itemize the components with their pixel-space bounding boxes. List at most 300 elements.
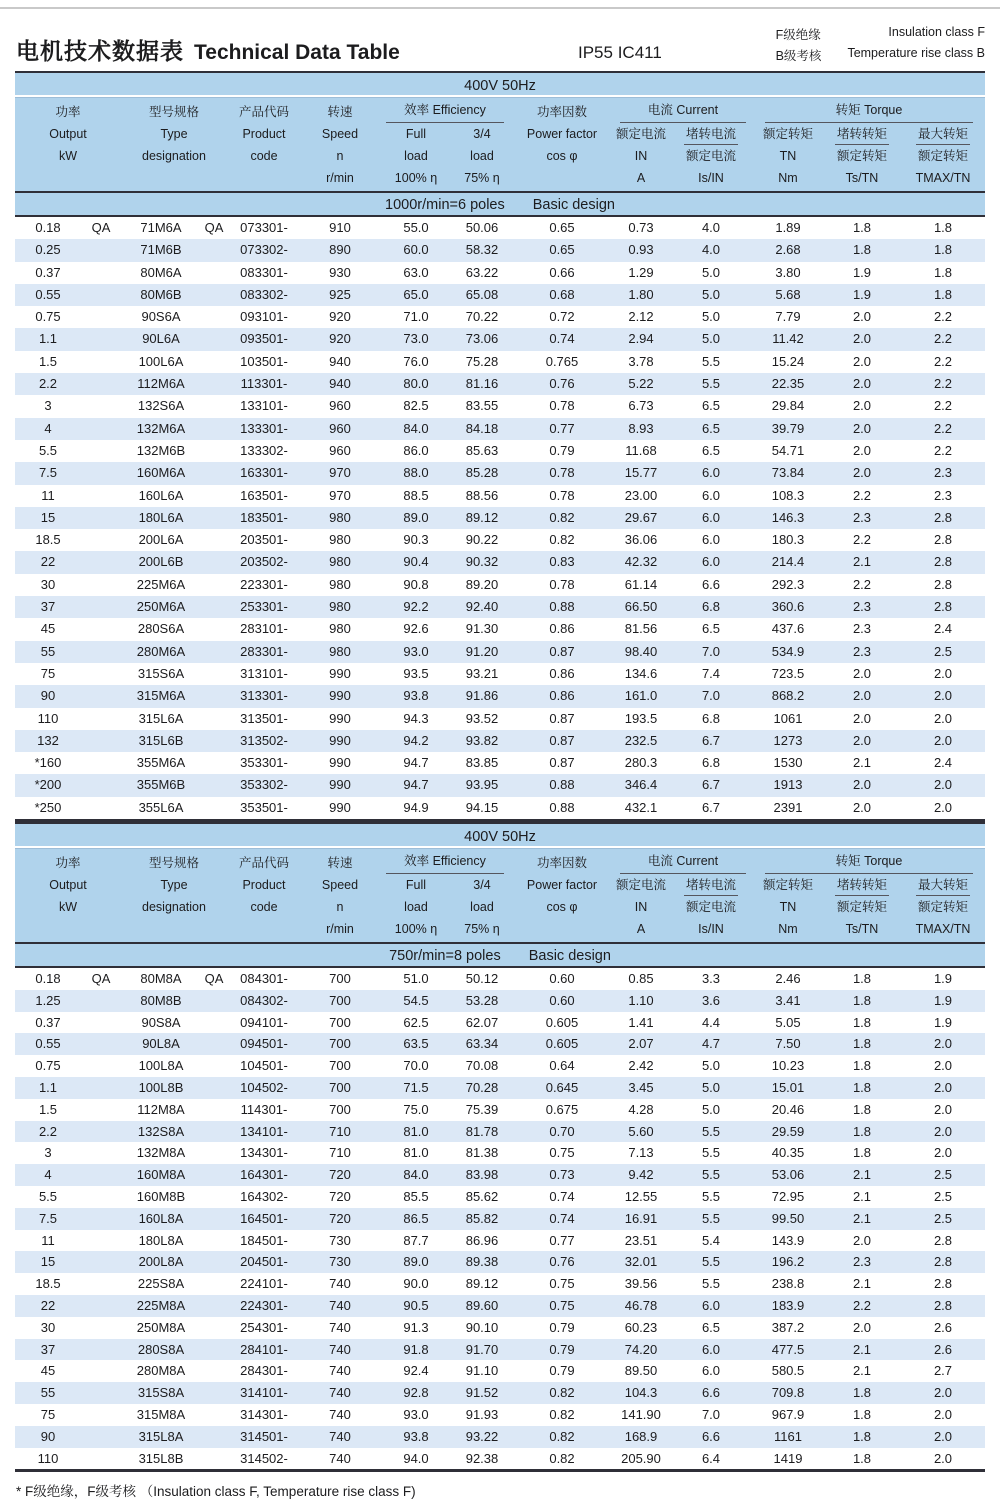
cell-pf: 0.79 — [549, 442, 575, 458]
cell-pf: 0.72 — [549, 309, 575, 325]
cell-tn: 238.8 — [771, 1276, 805, 1292]
cell-pf: 0.75 — [549, 1145, 575, 1161]
cell-is_in: 5.0 — [701, 1080, 721, 1095]
cell-is_in: 5.5 — [701, 1188, 721, 1204]
cell-in_a: 39.56 — [624, 1276, 658, 1292]
cell-tmax_tn: 2.0 — [933, 1145, 953, 1161]
cell-type: 80M8A — [140, 971, 182, 987]
cell-code: 094501- — [240, 1036, 288, 1052]
cell-speed: 700 — [329, 1058, 351, 1074]
cell-eff_full: 88.5 — [403, 487, 429, 503]
cell-tn: 2.46 — [775, 971, 801, 987]
cell-pf: 0.70 — [549, 1123, 575, 1139]
cell-tmax_tn: 2.0 — [933, 1385, 953, 1401]
cell-tmax_tn: 2.6 — [933, 1319, 953, 1335]
cell-pf: 0.645 — [545, 1080, 579, 1095]
col-group-current: 电流 Current 额定电流 IN A 堵转电流 额定电流 Is/IN — [613, 852, 753, 940]
cell-pf: 0.765 — [545, 353, 579, 369]
cell-eff_34: 53.28 — [465, 992, 499, 1008]
cell-in_a: 23.00 — [624, 487, 658, 503]
cell-tmax_tn: 2.0 — [933, 1058, 953, 1074]
cell-pf: 0.78 — [549, 465, 575, 481]
cell-tn: 477.5 — [771, 1341, 805, 1357]
cell-ts_tn: 1.8 — [852, 1036, 872, 1052]
cell-tmax_tn: 2.2 — [933, 398, 953, 414]
cell-eff_full: 92.2 — [403, 599, 429, 615]
cell-code: 284301- — [240, 1363, 288, 1379]
cell-qa1 — [81, 440, 121, 462]
cell-qa1 — [81, 641, 121, 663]
cell-is_in: 7.0 — [701, 643, 721, 659]
cell-is_in: 4.7 — [701, 1036, 721, 1052]
cell-eff_34: 75.28 — [465, 353, 499, 369]
cell-in_a: 2.12 — [628, 309, 654, 325]
cell-pf: 0.605 — [545, 1014, 579, 1030]
cell-qa1 — [81, 685, 121, 707]
cell-in_a: 0.73 — [628, 220, 654, 235]
cell-output: 11 — [41, 1232, 55, 1248]
cell-qa2 — [201, 574, 227, 596]
cell-type: 90L8A — [142, 1036, 180, 1052]
cell-speed: 740 — [329, 1276, 351, 1292]
cell-output: 110 — [37, 710, 59, 726]
table-row — [15, 1426, 985, 1448]
cell-eff_34: 70.08 — [465, 1058, 499, 1074]
cell-tmax_tn: 2.0 — [933, 1101, 953, 1117]
cell-code: 083302- — [240, 286, 288, 302]
cell-ts_tn: 1.8 — [852, 1385, 872, 1401]
cell-speed: 980 — [329, 532, 351, 548]
cell-in_a: 1.80 — [628, 286, 654, 302]
cell-eff_full: 87.7 — [403, 1232, 429, 1248]
cell-speed: 940 — [329, 376, 351, 392]
cell-eff_full: 63.0 — [403, 264, 429, 280]
cell-in_a: 12.55 — [624, 1188, 658, 1204]
cell-eff_34: 94.15 — [465, 799, 499, 815]
table-row — [15, 1295, 985, 1317]
cell-type: 200L6B — [138, 554, 184, 570]
table-column-header — [15, 97, 985, 193]
cell-is_in: 4.4 — [701, 1014, 721, 1030]
cell-code: 093501- — [240, 331, 288, 347]
cell-type: 355M6B — [136, 777, 186, 793]
cell-in_a: 16.91 — [624, 1210, 658, 1226]
cell-eff_full: 94.7 — [403, 755, 429, 771]
col-header-full-load: Full load 100% η — [394, 878, 438, 937]
cell-tmax_tn: 2.2 — [933, 353, 953, 369]
cell-is_in: 6.0 — [701, 1363, 721, 1379]
cell-tn: 5.68 — [775, 286, 801, 302]
table-row — [15, 797, 985, 819]
cell-eff_full: 93.8 — [403, 1428, 429, 1444]
cell-in_a: 15.77 — [624, 465, 658, 481]
cell-tmax_tn: 2.7 — [933, 1363, 953, 1379]
cell-qa1 — [81, 1295, 121, 1317]
cell-qa2 — [201, 618, 227, 640]
cell-qa2 — [201, 1055, 227, 1077]
footnote: * F级绝缘，F级考核 （Insulation class F, Temperature rise class F) — [16, 1484, 416, 1500]
cell-type: 160M8A — [136, 1167, 186, 1183]
cell-tn: 5.05 — [775, 1014, 801, 1030]
cell-ts_tn: 2.3 — [852, 621, 872, 637]
table-row — [15, 596, 985, 618]
cell-is_in: 5.5 — [701, 1167, 721, 1183]
cell-qa1 — [81, 485, 121, 507]
table-row — [15, 418, 985, 440]
table-body — [15, 217, 985, 819]
cell-qa2 — [201, 373, 227, 395]
cell-qa1 — [81, 730, 121, 752]
cell-tmax_tn: 2.5 — [933, 1188, 953, 1204]
cell-qa1 — [81, 1012, 121, 1034]
cell-code: 113301- — [240, 376, 288, 392]
cell-is_in: 6.5 — [701, 442, 721, 458]
cell-eff_full: 93.0 — [403, 1406, 429, 1422]
cell-eff_34: 91.70 — [465, 1341, 499, 1357]
cell-speed: 740 — [329, 1450, 351, 1466]
cell-type: 280S6A — [137, 621, 185, 637]
cell-eff_full: 91.8 — [403, 1341, 429, 1357]
cell-output: 75 — [40, 665, 56, 681]
cell-is_in: 5.0 — [701, 331, 721, 347]
cell-eff_34: 91.93 — [465, 1406, 499, 1422]
cell-output: 1.1 — [38, 331, 58, 347]
cell-output: 2.2 — [38, 376, 58, 392]
cell-output: 37 — [40, 599, 56, 615]
pole-band — [15, 193, 985, 217]
cell-tn: 39.79 — [771, 420, 805, 436]
cell-tn: 7.50 — [775, 1036, 801, 1052]
table-row — [15, 395, 985, 417]
cell-tmax_tn: 1.9 — [933, 1014, 953, 1030]
cell-eff_34: 91.10 — [465, 1363, 499, 1379]
cell-is_in: 6.0 — [701, 509, 721, 525]
cell-pf: 0.87 — [549, 755, 575, 771]
col-header-three-quarter-load: 3/4 load 75% η — [464, 127, 500, 185]
table-row — [15, 708, 985, 730]
cell-tmax_tn: 2.4 — [933, 755, 953, 771]
cell-ts_tn: 2.0 — [852, 732, 872, 748]
cell-is_in: 4.0 — [701, 242, 721, 258]
cell-ts_tn: 2.0 — [852, 777, 872, 793]
cell-tmax_tn: 2.0 — [933, 732, 953, 748]
cell-ts_tn: 2.1 — [852, 755, 872, 771]
cell-pf: 0.75 — [549, 1297, 575, 1313]
cell-qa2 — [201, 1295, 227, 1317]
cell-tmax_tn: 2.2 — [933, 309, 953, 325]
cell-eff_34: 92.38 — [465, 1450, 499, 1466]
cell-pf: 0.60 — [549, 971, 575, 987]
cell-tn: 15.01 — [771, 1080, 805, 1095]
cell-pf: 0.83 — [549, 554, 575, 570]
cell-tn: 709.8 — [771, 1385, 805, 1401]
cell-speed: 730 — [329, 1254, 351, 1270]
table-row — [15, 1099, 985, 1121]
table-row — [15, 306, 985, 328]
cell-tn: 108.3 — [771, 487, 805, 503]
col-header-type: 型号规格 Type designation — [142, 856, 206, 915]
table-row — [15, 1164, 985, 1186]
cell-eff_full: 90.3 — [403, 532, 429, 548]
cell-qa2 — [201, 485, 227, 507]
cell-eff_34: 70.28 — [465, 1080, 499, 1095]
cell-tmax_tn: 1.8 — [933, 220, 953, 235]
cell-eff_34: 93.95 — [465, 777, 499, 793]
cell-eff_full: 92.6 — [403, 621, 429, 637]
cell-eff_full: 71.0 — [403, 309, 429, 325]
table-row — [15, 730, 985, 752]
cell-speed: 990 — [329, 755, 351, 771]
cell-code: 114301- — [240, 1101, 288, 1117]
cell-is_in: 6.5 — [701, 621, 721, 637]
cell-qa1 — [81, 574, 121, 596]
cell-qa1: QA — [91, 220, 111, 235]
cell-qa1 — [81, 596, 121, 618]
cell-code: 133301- — [240, 420, 288, 436]
cell-qa1 — [81, 1230, 121, 1252]
ip-rating: IP55 IC411 — [578, 43, 662, 62]
cell-qa2 — [201, 262, 227, 284]
cell-pf: 0.86 — [549, 665, 575, 681]
cell-code: 314502- — [240, 1450, 288, 1466]
cell-qa1 — [81, 1448, 121, 1470]
cell-eff_full: 85.5 — [403, 1188, 429, 1204]
cell-speed: 740 — [329, 1406, 351, 1422]
col-header-power-factor: 功率因数 Power factor cos φ — [526, 105, 598, 163]
col-group-torque: 转矩 Torque 额定转矩 TN Nm 堵转转矩 额定转矩 Ts/TN 最大转矩 额定转矩 TMAX/TN — [753, 852, 985, 940]
cell-qa2 — [201, 663, 227, 685]
cell-type: 200L6A — [138, 532, 184, 548]
cell-in_a: 2.94 — [628, 331, 654, 347]
cell-speed: 990 — [329, 732, 351, 748]
cell-qa1 — [81, 551, 121, 573]
cell-in_a: 42.32 — [624, 554, 658, 570]
cell-is_in: 4.0 — [701, 220, 721, 235]
cell-type: 112M6A — [137, 376, 185, 392]
cell-qa1 — [81, 1426, 121, 1448]
cell-speed: 970 — [329, 487, 351, 503]
motor-table-6pole — [15, 71, 985, 822]
page-title — [16, 33, 400, 66]
cell-speed: 720 — [329, 1210, 351, 1226]
cell-qa2 — [201, 1426, 227, 1448]
cell-qa2 — [201, 1099, 227, 1121]
cell-qa2 — [201, 328, 227, 350]
cell-type: 315L8A — [138, 1428, 184, 1444]
cell-is_in: 6.6 — [701, 1385, 721, 1401]
cell-code: 284101- — [240, 1341, 288, 1357]
cell-tmax_tn: 2.0 — [933, 710, 953, 726]
cell-output: 30 — [40, 576, 56, 592]
cell-pf: 0.82 — [549, 532, 575, 548]
table-row — [15, 1251, 985, 1273]
cell-output: 7.5 — [38, 465, 58, 481]
cell-eff_full: 80.0 — [403, 376, 429, 392]
cell-pf: 0.88 — [549, 599, 575, 615]
col-header-three-quarter-load: 3/4 load 75% η — [464, 878, 500, 937]
cell-eff_34: 89.60 — [465, 1297, 499, 1313]
cell-pf: 0.675 — [545, 1101, 579, 1117]
cell-qa1 — [81, 1033, 121, 1055]
cell-eff_34: 90.22 — [465, 532, 499, 548]
cell-qa2 — [201, 1273, 227, 1295]
cell-tmax_tn: 2.8 — [933, 576, 953, 592]
cell-is_in: 6.6 — [701, 1428, 721, 1444]
cell-qa1 — [81, 306, 121, 328]
cell-speed: 980 — [329, 621, 351, 637]
voltage-band: 400V 50Hz — [15, 822, 985, 848]
cell-pf: 0.77 — [549, 420, 575, 436]
cell-output: 0.37 — [35, 264, 61, 280]
cell-tmax_tn: 2.0 — [933, 777, 953, 793]
cell-tn: 99.50 — [771, 1210, 805, 1226]
table-row — [15, 262, 985, 284]
cell-type: 225M6A — [136, 576, 186, 592]
cell-ts_tn: 2.1 — [852, 1188, 872, 1204]
cell-qa1 — [81, 1186, 121, 1208]
cell-ts_tn: 2.0 — [852, 376, 872, 392]
cell-code: 223301- — [240, 576, 288, 592]
cell-pf: 0.76 — [549, 1254, 575, 1270]
cell-code: 073302- — [240, 242, 288, 258]
col-header-locked-rotor-torque: 堵转转矩 额定转矩 Ts/TN — [823, 123, 901, 189]
cell-tn: 180.3 — [771, 532, 805, 548]
insulation-class-zh: F级绝缘 — [775, 28, 821, 42]
cell-is_in: 6.0 — [701, 487, 721, 503]
cell-pf: 0.86 — [549, 688, 575, 704]
cell-pf: 0.88 — [549, 799, 575, 815]
cell-pf: 0.76 — [549, 376, 575, 392]
cell-tn: 143.9 — [771, 1232, 805, 1248]
cell-is_in: 5.5 — [701, 376, 721, 392]
cell-speed: 940 — [329, 353, 351, 369]
cell-output: 90 — [40, 688, 56, 704]
cell-qa1 — [81, 1099, 121, 1121]
cell-qa1 — [81, 752, 121, 774]
cell-speed: 910 — [329, 220, 351, 235]
cell-qa2 — [201, 730, 227, 752]
cell-tmax_tn: 2.5 — [933, 643, 953, 659]
cell-pf: 0.74 — [549, 1210, 575, 1226]
cell-qa2 — [201, 239, 227, 261]
cell-tn: 20.46 — [771, 1101, 805, 1117]
cell-tmax_tn: 1.8 — [933, 264, 953, 280]
cell-tn: 580.5 — [771, 1363, 805, 1379]
cell-code: 283101- — [240, 621, 288, 637]
cell-eff_34: 70.22 — [465, 309, 499, 325]
cell-code: 104501- — [240, 1058, 288, 1074]
cell-is_in: 5.0 — [701, 1101, 721, 1117]
cell-eff_full: 90.4 — [403, 554, 429, 570]
col-header-output: 功率 Output kW — [49, 856, 87, 915]
cell-ts_tn: 1.8 — [852, 242, 872, 258]
cell-tmax_tn: 2.8 — [933, 554, 953, 570]
cell-qa2 — [201, 529, 227, 551]
table-row — [15, 968, 985, 990]
cell-eff_full: 88.0 — [403, 465, 429, 481]
cell-output: 0.55 — [35, 286, 61, 302]
cell-in_a: 23.51 — [624, 1232, 658, 1248]
cell-is_in: 6.5 — [701, 398, 721, 414]
table-row — [15, 641, 985, 663]
cell-is_in: 5.5 — [701, 1254, 721, 1270]
cell-qa1 — [81, 1273, 121, 1295]
cell-output: 90 — [40, 1428, 56, 1444]
cell-eff_34: 89.12 — [465, 1276, 499, 1292]
cell-ts_tn: 2.0 — [852, 465, 872, 481]
cell-tn: 723.5 — [771, 665, 805, 681]
cell-eff_34: 50.12 — [465, 971, 499, 987]
table-row — [15, 574, 985, 596]
cell-code: 224301- — [240, 1297, 288, 1313]
cell-qa1 — [81, 395, 121, 417]
cell-output: 15 — [40, 509, 56, 525]
table-row — [15, 663, 985, 685]
cell-ts_tn: 2.3 — [852, 643, 872, 659]
cell-qa1 — [81, 663, 121, 685]
cell-eff_full: 63.5 — [403, 1036, 429, 1052]
cell-qa2 — [201, 990, 227, 1012]
cell-output: 1.25 — [35, 992, 61, 1008]
cell-tmax_tn: 2.2 — [933, 376, 953, 392]
cell-eff_34: 50.06 — [465, 220, 499, 235]
cell-eff_34: 89.12 — [465, 509, 499, 525]
cell-type: 160L6A — [138, 487, 184, 503]
cell-output: 0.75 — [35, 309, 61, 325]
cell-tn: 73.84 — [771, 465, 805, 481]
cell-in_a: 8.93 — [628, 420, 654, 436]
cell-is_in: 6.7 — [701, 777, 721, 793]
cell-code: 203502- — [240, 554, 288, 570]
cell-eff_full: 62.5 — [403, 1014, 429, 1030]
cell-eff_full: 94.9 — [403, 799, 429, 815]
motor-table-8pole — [15, 822, 985, 1472]
table-row — [15, 551, 985, 573]
cell-eff_full: 76.0 — [403, 353, 429, 369]
cell-code: 224101- — [240, 1276, 288, 1292]
cell-output: 15 — [40, 1254, 56, 1270]
cell-qa2 — [201, 708, 227, 730]
cell-qa2 — [201, 395, 227, 417]
cell-ts_tn: 1.9 — [852, 286, 872, 302]
cell-type: 100L6A — [138, 353, 184, 369]
cell-tmax_tn: 2.0 — [933, 1123, 953, 1139]
col-group-efficiency: 效率 Efficiency Full load 100% η 3/4 load 75% η — [379, 101, 511, 189]
cell-speed: 920 — [329, 309, 351, 325]
cell-qa1 — [81, 1317, 121, 1339]
cell-output: 132 — [37, 732, 59, 748]
cell-speed: 720 — [329, 1188, 351, 1204]
cell-tn: 10.23 — [771, 1058, 805, 1074]
cell-qa1 — [81, 1339, 121, 1361]
cell-eff_full: 81.0 — [403, 1123, 429, 1139]
cell-speed: 700 — [329, 1101, 351, 1117]
cell-ts_tn: 1.9 — [852, 264, 872, 280]
cell-tn: 1273 — [773, 732, 803, 748]
cell-eff_full: 54.5 — [403, 992, 429, 1008]
cell-ts_tn: 2.0 — [852, 353, 872, 369]
cell-qa2 — [201, 351, 227, 373]
cell-ts_tn: 2.0 — [852, 710, 872, 726]
cell-is_in: 6.4 — [701, 1450, 721, 1466]
cell-tn: 1913 — [773, 777, 803, 793]
cell-in_a: 66.50 — [624, 599, 658, 615]
cell-output: 7.5 — [38, 1210, 58, 1226]
cell-speed: 980 — [329, 576, 351, 592]
cell-code: 084301- — [240, 971, 288, 987]
cell-code: 204501- — [240, 1254, 288, 1270]
cell-output: 22 — [40, 554, 56, 570]
